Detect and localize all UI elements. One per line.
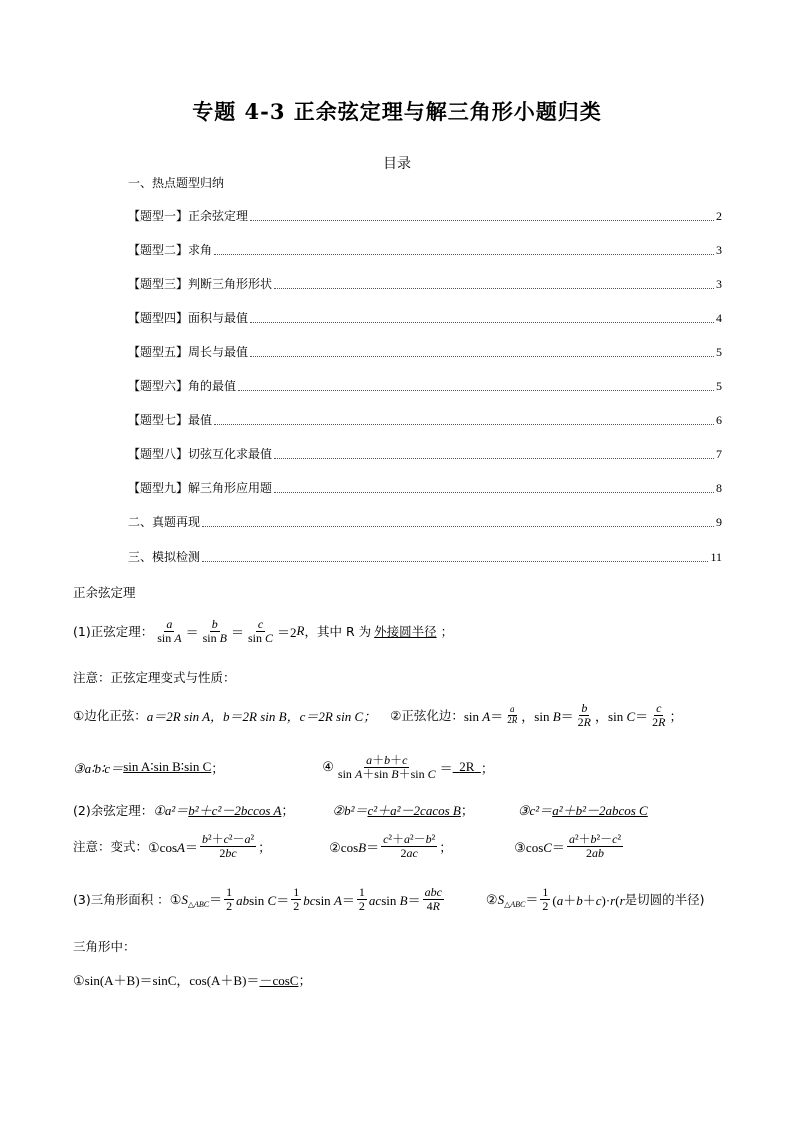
toc-leader-dots (274, 492, 714, 493)
toc-item-page: 5 (716, 379, 722, 393)
toc-item-label: 【题型六】角的最值 (128, 379, 237, 393)
fraction-half-4: $\frac{1}{2}$ (542, 885, 549, 913)
toc-item[interactable] (128, 446, 722, 462)
law-of-cosines-line: (2)余弦定理： ①a²＝ b²＋c²－2bccos A ； ②b²＝ c²＋a²－2cacos B ； ③c²＝ a²＋b²－2abcos C (73, 800, 648, 819)
toc-leader-dots (274, 458, 714, 459)
item1-formula: a＝2R sin A，b＝2R sin B，c＝2R sin C； (146, 708, 377, 724)
note-sines: 注意：正弦定理变式与性质： (73, 670, 236, 685)
fraction-cosC: $\frac{\text{a²＋b²－c²}}{2ab}$ (568, 832, 622, 860)
identity-blank: －cosC (259, 973, 299, 988)
fraction-half-3: $\frac{1}{2}$ (358, 885, 365, 913)
toc-leader-dots (238, 390, 714, 391)
toc-item-page: 7 (716, 447, 722, 461)
toc-leader-dots (202, 561, 708, 562)
item3-blank: sin A∶sin B∶sin C (123, 759, 212, 775)
toc-item-label: 三、模拟检测 (128, 550, 201, 564)
toc-item-page: 11 (710, 550, 722, 564)
toc-item-page: 2 (716, 209, 722, 223)
cos-variants-line: 注意：变式： ①cosA＝ $\frac{\text{b²＋c²－a²}}{2bc}$ ； ②cosB＝ $\frac{\text{c²＋a²－b²}}{2ac}$ ； ③cosC＝ $\frac{\text{a²＋b²－c²}}{2ab}$ (73, 832, 622, 860)
toc-item-page: 5 (716, 345, 722, 359)
law-sines-label: (1)正弦定理： (73, 624, 154, 640)
toc-item-label: 【题型四】面积与最值 (128, 311, 249, 325)
law-sines-tail: ，其中 R 为 (304, 624, 372, 640)
fraction-c-sinC: $\frac{c}{\text{sin C}}$ (247, 617, 273, 645)
toc-item-page: 9 (716, 515, 722, 529)
law-of-sines-line: (1)正弦定理： $\frac{a}{\text{sin A}}$ ＝ $\frac{b}{\text{sin B}}$ ＝ $\frac{c}{\text{sin C}}$ ＝2 R ，其中 R 为 外接圆半径 ； (73, 617, 454, 645)
toc-item-label: 【题型三】判断三角形形状 (128, 277, 273, 291)
section-heading-triangle: 三角形中： (73, 939, 136, 954)
item2-label: ②正弦化边： (390, 708, 464, 724)
toc-item-page: 8 (716, 481, 722, 495)
toc-item-page: 4 (716, 311, 722, 325)
toc-item[interactable] (128, 310, 722, 326)
fraction-a-2R: $\frac{a}{2R}$ (507, 704, 518, 725)
cos1-right: b²＋c²－2bccos A (188, 803, 282, 818)
toc-leader-dots (202, 526, 714, 527)
identity-line: ①sin(A＋B)＝sinC，cos(A＋B)＝ －cosC ； (73, 970, 311, 989)
fraction-half-2: $\frac{1}{2}$ (293, 885, 300, 913)
toc-item-page: 6 (716, 413, 722, 427)
note-variants: 注意：变式： (73, 839, 149, 855)
area-line: (3)三角形面积 ： $①S_{\triangle ABC}=$ $\frac{1}{2}$ absin C＝ $\frac{1}{2}$ bcsin A＝ $\frac{1}{2}$ acsin B＝ $\frac{\text{abc}}{4R}$ $②S_{\triangle ABC}=$ $\frac{1}{2}$ (a＋b＋c)·r(r 是切圆的半径) (73, 885, 705, 913)
cos3-right: a²＋b²－2abcos C (552, 803, 648, 818)
cos2-right: c²＋a²－2cacos B (367, 803, 461, 818)
toc-item-label: 二、真题再现 (128, 515, 201, 529)
fraction-b-sinB: $\frac{b}{\text{sin B}}$ (202, 617, 227, 645)
toc-item-label: 【题型一】正余弦定理 (128, 209, 249, 223)
cos3-left: ③c²＝ (517, 803, 553, 818)
toc-item[interactable] (128, 549, 722, 565)
toc-leader-dots (250, 220, 714, 221)
item4-blank: 2R (459, 759, 475, 775)
toc-item-label: 【题型八】切弦互化求最值 (128, 447, 273, 461)
item3-label: ③a∶b∶c＝ (73, 760, 124, 776)
area-note: 是切圆的半径) (624, 892, 705, 908)
toc-item[interactable] (128, 514, 722, 530)
toc-item[interactable] (128, 378, 722, 394)
fraction-cosB: $\frac{\text{c²＋a²－b²}}{2ac}$ (383, 832, 436, 860)
toc-item-label: 【题型九】解三角形应用题 (128, 481, 273, 495)
sine-variants-line: ①边化正弦： a＝2R sin A，b＝2R sin B，c＝2R sin C； ②正弦化边： sin A＝ $\frac{a}{2R}$ ， sin B＝ $\frac{b}{2R}$ ， sin C＝ $\frac{c}{2R}$ ； (73, 701, 683, 729)
cos1-left: ①a²＝ (153, 803, 189, 818)
section-heading-laws: 正余弦定理 (73, 585, 136, 600)
page-title: 专题 4-3 正余弦定理与解三角形小题归类 (192, 99, 602, 124)
toc-item[interactable] (128, 208, 722, 224)
toc-item[interactable] (128, 344, 722, 360)
area-label: (3)三角形面积 ： (73, 892, 170, 908)
toc-heading: 目录 (383, 156, 411, 172)
law-cos-label: (2)余弦定理： (73, 802, 154, 818)
toc-leader-dots (250, 356, 714, 357)
identity-left: ①sin(A＋B)＝sinC，cos(A＋B)＝ (73, 973, 260, 988)
cos2-left: ②b²＝ (332, 803, 368, 818)
toc-item[interactable] (128, 242, 722, 258)
fraction-half-1: $\frac{1}{2}$ (226, 885, 233, 913)
fraction-a-sinA: $\frac{a}{\text{sin A}}$ (157, 617, 182, 645)
fraction-sum: $\frac{a+b+c}{\text{sin A＋sin B＋sin C}}$ (337, 753, 436, 781)
toc-item-page: 3 (716, 243, 722, 257)
item1-label: ①边化正弦： (73, 708, 147, 724)
item4-label: ④ (322, 759, 334, 775)
law-sines-blank: 外接圆半径 (374, 624, 437, 640)
toc-leader-dots (214, 424, 714, 425)
toc-item[interactable] (128, 175, 722, 191)
toc-item-label: 一、热点题型归纳 (128, 176, 225, 190)
fraction-abc-4R: $\frac{\text{abc}}{4R}$ (424, 885, 442, 913)
toc-item[interactable] (128, 480, 722, 496)
toc-item-label: 【题型二】求角 (128, 243, 213, 257)
toc-item-page: 3 (716, 277, 722, 291)
toc-item-label: 【题型五】周长与最值 (128, 345, 249, 359)
toc-item-label: 【题型七】最值 (128, 413, 213, 427)
toc-leader-dots (250, 322, 714, 323)
toc-leader-dots (214, 254, 714, 255)
fraction-b-2R: $\frac{b}{2R}$ (577, 701, 592, 729)
fraction-cosA: $\frac{\text{b²＋c²－a²}}{2bc}$ (201, 832, 255, 860)
toc-leader-dots (274, 288, 714, 289)
ratio-line: ③a∶b∶c＝ sin A∶sin B∶sin C ； ④ $\frac{a+b+c}{\text{sin A＋sin B＋sin C}}$ ＝ 2R ； (73, 753, 494, 781)
toc-item[interactable] (128, 412, 722, 428)
fraction-c-2R: $\frac{c}{2R}$ (652, 701, 666, 729)
toc-item[interactable] (128, 276, 722, 292)
